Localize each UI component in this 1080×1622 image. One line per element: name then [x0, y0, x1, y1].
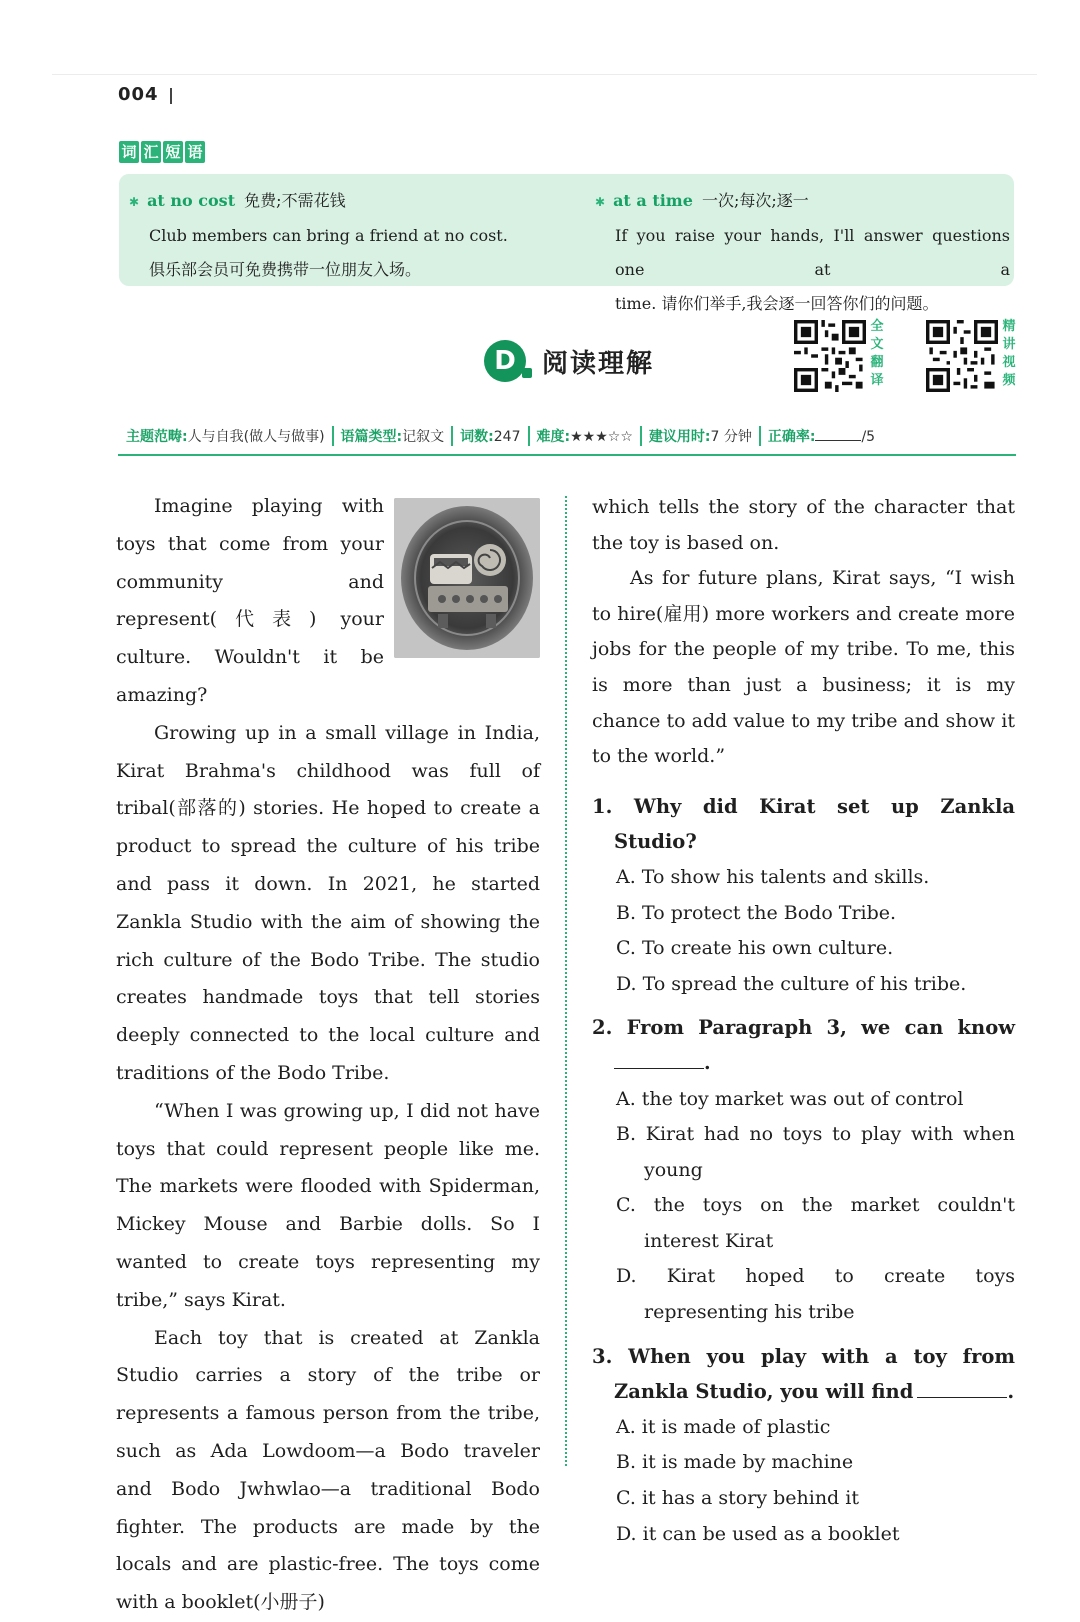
question-2	[592, 1010, 1015, 1330]
qr-video-label: 精 讲 视 频	[1002, 319, 1016, 388]
answer-option[interactable]: B. it is made by machine	[616, 1451, 854, 1474]
info-difficulty: 难度:★★★☆☆	[528, 426, 640, 446]
star-bullet-icon: ✱	[129, 195, 140, 209]
vocab-head	[129, 184, 539, 219]
info-accuracy: 正确率: /5	[759, 426, 882, 446]
passage-paragraph-4-continued: which tells the story of the character that the toy is based on.	[592, 496, 1015, 554]
section-title: 阅读理解	[542, 348, 655, 379]
passage-paragraph-3: “When I was growing up, I did not have toys that could represent people like me. The markets were flooded with Spiderman, Mickey Mouse and Barbie dolls. So I wanted to create toys representing my tribe,” says Kirat.	[116, 1099, 540, 1311]
vocab-box	[119, 174, 1014, 313]
vocab-tag-char: 语	[185, 141, 205, 163]
top-rule	[52, 74, 1037, 75]
vocab-term: at a time	[613, 191, 693, 210]
passage-paragraph-1: Imagine playing with toys that come from your community and represent(代表) your culture. Wouldn't it be amazing?	[116, 495, 384, 706]
vocab-term: at no cost	[147, 191, 236, 210]
answer-option[interactable]: D. Kirat hoped to create toys representing his tribe	[616, 1265, 1015, 1324]
qr-code-icon[interactable]	[794, 320, 866, 392]
question-stem: 2. From Paragraph 3, we can know	[592, 1016, 1015, 1040]
qr-code-icon[interactable]	[926, 320, 998, 392]
vocab-example-en: If you raise your hands, I'll answer questions one at a	[615, 226, 1010, 279]
answer-option[interactable]: D. it can be used as a booklet	[616, 1522, 900, 1545]
info-theme: 主题范畴:人与自我(做人与做事)	[126, 429, 325, 445]
question-stem: 1. Why did Kirat set up Zankla Studio?	[592, 794, 1015, 854]
passage-left-column	[116, 488, 540, 1622]
answer-option[interactable]: D. To spread the culture of his tribe.	[616, 972, 967, 995]
qr-translation-icon	[794, 320, 866, 392]
vocab-example-zh: 俱乐部会员可免费携带一位朋友入场。	[149, 260, 422, 279]
vocab-tag-char: 汇	[141, 141, 161, 163]
answer-blank-line[interactable]: .	[592, 1046, 1015, 1082]
vocab-example-en-zh: time. 请你们举手,我会逐一回答你们的问题。	[615, 294, 939, 313]
answer-option[interactable]: B. Kirat had no toys to play with when young	[616, 1123, 1015, 1181]
answer-option[interactable]: A. the toy market was out of control	[616, 1087, 964, 1110]
section-badge: D	[484, 340, 526, 382]
qr-translation-label: 全 文 翻 译	[870, 319, 884, 388]
section-header	[484, 340, 654, 382]
answer-option[interactable]: C. the toys on the market couldn't interest Kirat	[616, 1194, 1015, 1252]
passage-paragraph-5: As for future plans, Kirat says, “I wish to hire(雇用) more workers and create more jobs for the people of my tribe. To me, this is more than just a business; it is my chance to add value to my tribe and show it to the world.”	[592, 567, 1015, 768]
qr-video-icon	[926, 320, 998, 392]
toy-image	[394, 498, 540, 658]
answer-option[interactable]: A. it is made of plastic	[616, 1415, 831, 1438]
info-time: 建议用时:7 分钟	[640, 426, 759, 446]
answer-option[interactable]: C. To create his own culture.	[616, 937, 894, 960]
answer-blank[interactable]	[917, 1383, 1007, 1398]
passage-right-column	[592, 490, 1015, 1552]
passage-paragraph-2: Growing up in a small village in India, Kirat Brahma's childhood was full of tribal(部落的) stories. He hoped to create a product to spread the culture of his tribe and pass it down. In 2021, he started Zankla Studio with the aim of showing the rich culture of the Bodo Tribe. The studio creates handmade toys that tell stories deeply connected to the local culture and traditions of the Bodo Tribe.	[116, 721, 540, 1084]
vocab-entry-right	[595, 184, 1010, 321]
info-word-count: 词数:247	[451, 426, 527, 446]
page-number-divider	[170, 88, 172, 104]
vocab-example-en: Club members can bring a friend at no cost.	[149, 226, 508, 245]
answer-option[interactable]: B. To protect the Bodo Tribe.	[616, 901, 897, 924]
accuracy-blank[interactable]	[815, 428, 861, 441]
vocab-tag-char: 短	[163, 141, 183, 163]
page-number: 004	[118, 84, 159, 105]
answer-option[interactable]: A. To show his talents and skills.	[616, 865, 930, 888]
question-stem: 3. When you play with a toy from Zankla Studio, you will find .	[592, 1344, 1015, 1404]
info-genre: 语篇类型:记叙文	[332, 426, 452, 446]
vocab-head	[595, 184, 1010, 219]
star-bullet-icon: ✱	[595, 195, 606, 209]
info-bar	[118, 418, 1016, 456]
question-1	[592, 789, 1015, 1003]
vocab-meaning: 免费;不需花钱	[244, 191, 346, 210]
column-divider	[565, 496, 567, 1466]
vocab-tag-char: 词	[119, 141, 139, 163]
passage-paragraph-4: Each toy that is created at Zankla Studio carries a story of the tribe or represents a famous person from the tribe, such as Ada Lowdoom—a Bodo traveler and Bodo Jwhwlao—a traditional Bodo fighter. The products are made by the locals and are plastic-free. The toys come with a booklet(小册子)	[116, 1326, 540, 1614]
question-3	[592, 1339, 1015, 1553]
answer-option[interactable]: C. it has a story behind it	[616, 1487, 859, 1510]
vocab-tag	[119, 141, 205, 163]
vocab-meaning: 一次;每次;逐一	[702, 191, 809, 210]
vocab-entry-left	[129, 184, 539, 287]
